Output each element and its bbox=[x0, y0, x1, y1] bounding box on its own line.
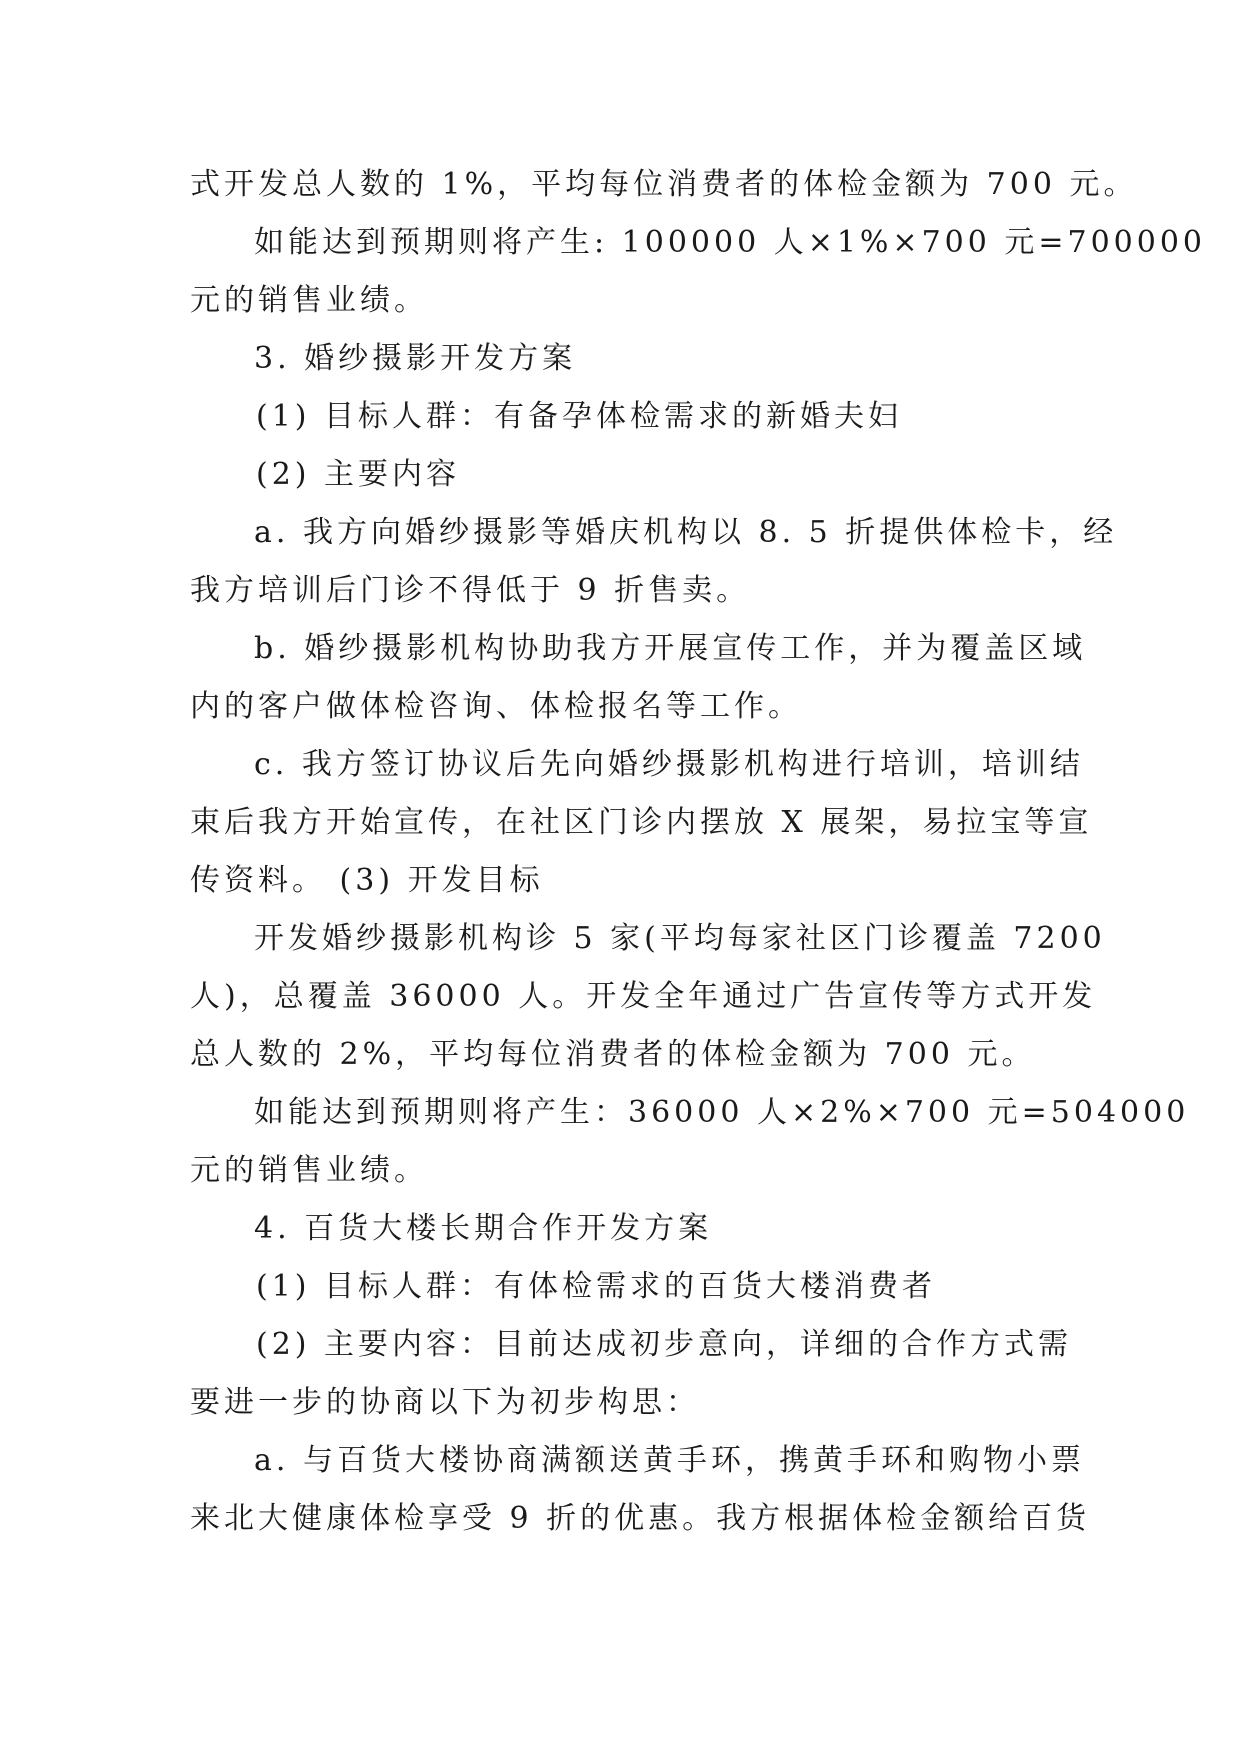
text-line: 如能达到预期则将产生：36000 人×2%×700 元=504000 bbox=[254, 1095, 1190, 1130]
text-line: 如能达到预期则将产生: 100000 人×1%×700 元=700000 bbox=[254, 225, 1207, 260]
text-line: 元的销售业绩。 bbox=[190, 1153, 428, 1188]
text-line: 要进一步的协商以下为初步构思： bbox=[190, 1385, 700, 1420]
text-line: b. 婚纱摄影机构协助我方开展宣传工作，并为覆盖区域 bbox=[254, 631, 1087, 666]
text-line: 束后我方开始宣传，在社区门诊内摆放 X 展架，易拉宝等宣 bbox=[190, 805, 1093, 840]
text-line: a. 我方向婚纱摄影等婚庆机构以 8. 5 折提供体检卡，经 bbox=[254, 515, 1118, 550]
text-line: 我方培训后门诊不得低于 9 折售卖。 bbox=[190, 573, 751, 608]
text-line: (2) 主要内容 bbox=[256, 457, 461, 492]
text-line: (2) 主要内容：目前达成初步意向，详细的合作方式需 bbox=[256, 1327, 1073, 1362]
text-line: 内的客户做体检咨询、体检报名等工作。 bbox=[190, 689, 802, 724]
text-line: (1) 目标人群：有备孕体检需求的新婚夫妇 bbox=[256, 399, 903, 434]
text-line: 元的销售业绩。 bbox=[190, 283, 428, 318]
section-heading: 3. 婚纱摄影开发方案 bbox=[254, 341, 577, 376]
text-line: 总人数的 2%，平均每位消费者的体检金额为 700 元。 bbox=[190, 1037, 1036, 1072]
text-line: 传资料。 (3) 开发目标 bbox=[190, 863, 544, 898]
text-line: (1) 目标人群：有体检需求的百货大楼消费者 bbox=[256, 1269, 937, 1304]
text-line: 开发婚纱摄影机构诊 5 家(平均每家社区门诊覆盖 7200 bbox=[254, 921, 1106, 956]
text-line: 式开发总人数的 1%，平均每位消费者的体检金额为 700 元。 bbox=[190, 167, 1138, 202]
section-heading: 4. 百货大楼长期合作开发方案 bbox=[254, 1211, 713, 1246]
text-line: 来北大健康体检享受 9 折的优惠。我方根据体检金额给百货 bbox=[190, 1501, 1091, 1536]
text-line: c. 我方签订协议后先向婚纱摄影机构进行培训，培训结 bbox=[254, 747, 1084, 782]
text-line: 人)，总覆盖 36000 人。开发全年通过广告宣传等方式开发 bbox=[190, 979, 1097, 1014]
text-line: a. 与百货大楼协商满额送黄手环，携黄手环和购物小票 bbox=[254, 1443, 1085, 1478]
